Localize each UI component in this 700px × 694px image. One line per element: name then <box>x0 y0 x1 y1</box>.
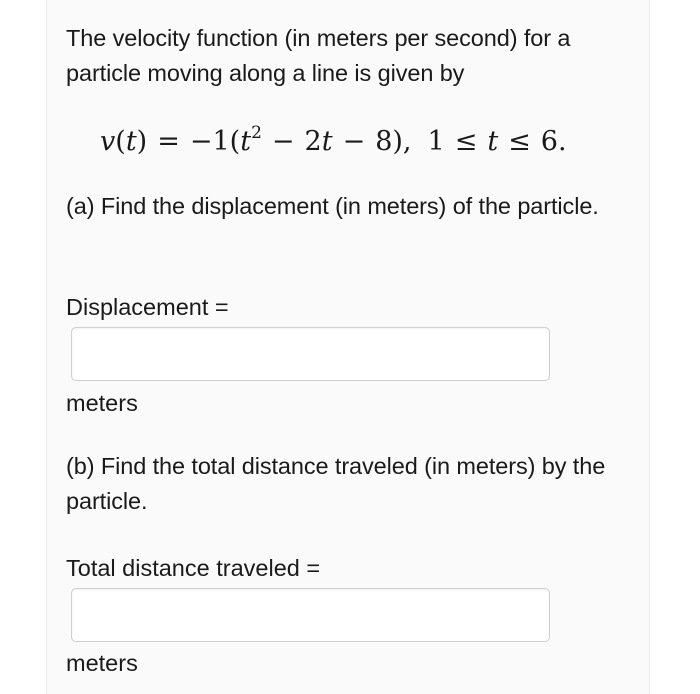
formula-function-name: v <box>100 126 116 157</box>
total-distance-label: Total distance traveled = <box>66 555 321 581</box>
velocity-formula: $v(t) = -1(t^2 - 2t - 8)$, 1 ≤ t ≤ 6. <box>100 123 567 157</box>
total-distance-input[interactable] <box>71 588 550 642</box>
formula-minus-2: − <box>342 126 366 157</box>
formula-term2-var: t <box>321 126 333 157</box>
total-distance-units: meters <box>66 650 138 676</box>
formula-term2-coef: 2 <box>304 126 322 157</box>
formula-term3: 8 <box>375 126 393 157</box>
formula-domain-low: 1 <box>427 126 445 157</box>
formula-coefficient: −1 <box>189 126 230 157</box>
part-b-question: (b) Find the total distance traveled (in meters) by the particle. <box>66 453 606 514</box>
displacement-units: meters <box>66 390 138 416</box>
formula-domain-var: t <box>487 126 499 157</box>
formula-leq-1: ≤ <box>454 126 478 157</box>
formula-t-squared-base: t <box>240 126 252 157</box>
formula-equals: = <box>157 126 180 157</box>
problem-statement: The velocity function (in meters per second) for a particle moving along a line is given by <box>66 25 571 86</box>
displacement-input[interactable] <box>71 327 550 381</box>
part-a-question: (a) Find the displacement (in meters) of the particle. <box>66 193 599 219</box>
formula-leq-2: ≤ <box>508 126 531 157</box>
formula-minus-1: − <box>271 126 295 157</box>
displacement-label: Displacement = <box>66 294 229 320</box>
formula-variable: t <box>125 126 137 157</box>
formula-domain-high: 6 <box>540 126 558 157</box>
formula-exponent: 2 <box>251 123 262 143</box>
